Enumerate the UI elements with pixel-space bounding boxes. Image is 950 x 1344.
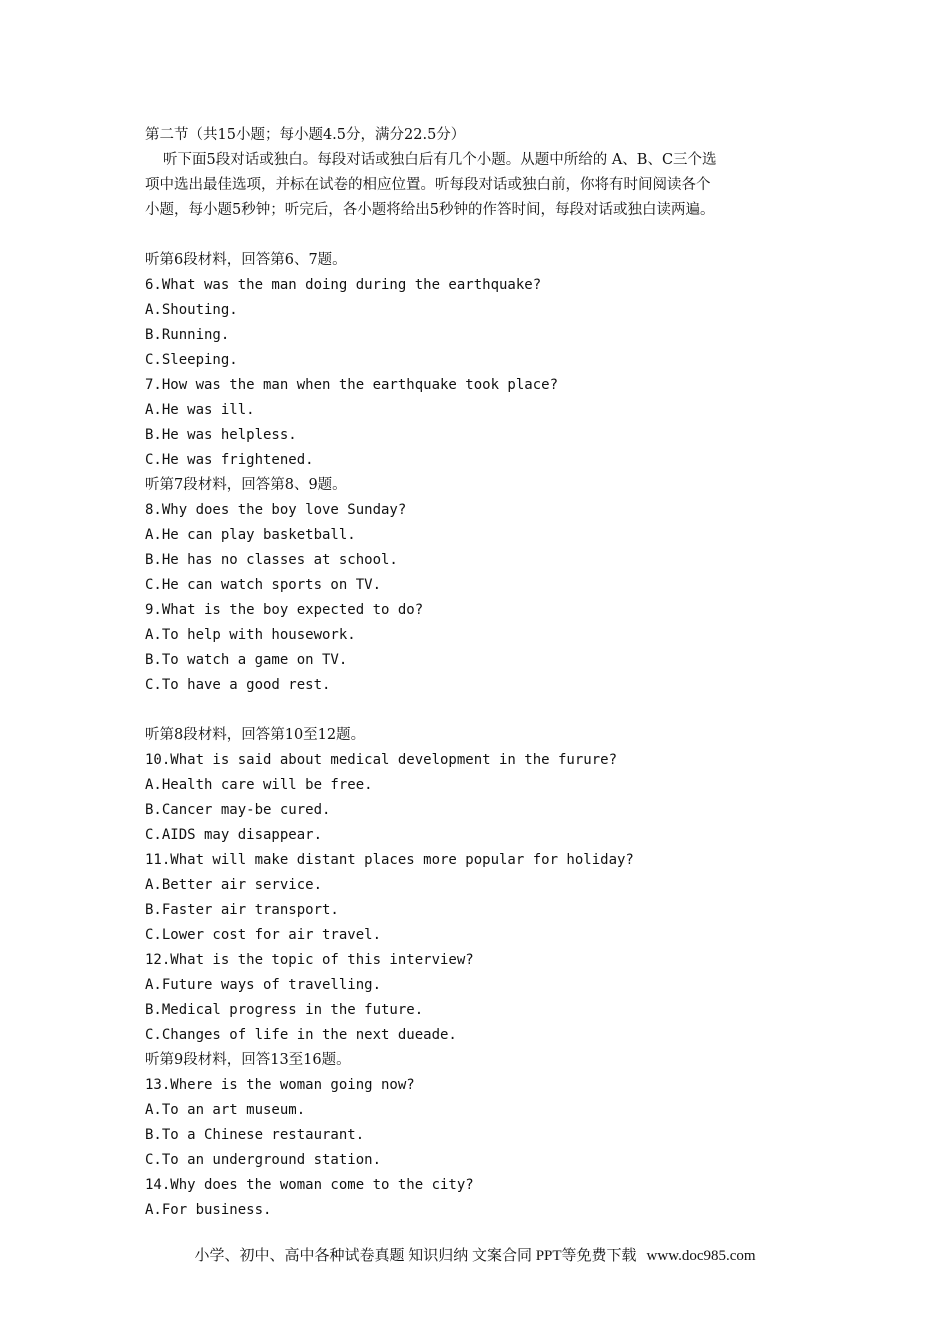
answer-option: C.Sleeping.: [145, 352, 238, 368]
question-text: 14.Why does the woman come to the city?: [145, 1177, 474, 1193]
answer-option: B.To watch a game on TV.: [145, 652, 348, 668]
question-text: 7.How was the man when the earthquake took place?: [145, 377, 559, 393]
answer-option: A.To an art museum.: [145, 1102, 306, 1118]
group-heading: 听第7段材料，回答第8、9题。: [145, 477, 347, 493]
page-footer: [0, 1244, 950, 1265]
answer-option: A.Health care will be free.: [145, 777, 373, 793]
instruction-line: 小题，每小题5秒钟；听完后，各小题将给出5秒钟的作答时间，每段对话或独白读两遍。: [145, 202, 715, 218]
answer-option: B.To a Chinese restaurant.: [145, 1127, 365, 1143]
answer-option: C.Changes of life in the next dueade.: [145, 1027, 457, 1043]
answer-option: A.Shouting.: [145, 302, 238, 318]
answer-option: C.He can watch sports on TV.: [145, 577, 382, 593]
spacer: [145, 223, 815, 248]
instruction-line: 项中选出最佳选项，并标在试卷的相应位置。听每段对话或独白前，你将有时间阅读各个: [145, 177, 711, 193]
answer-option: C.To an underground station.: [145, 1152, 382, 1168]
group-heading: 听第8段材料，回答第10至12题。: [145, 727, 366, 743]
answer-option: B.He was helpless.: [145, 427, 297, 443]
footer-text: 小学、初中、高中各种试卷真题 知识归纳 文案合同 PPT等免费下载: [194, 1248, 637, 1264]
group-heading: 听第6段材料，回答第6、7题。: [145, 252, 347, 268]
answer-option: B.Faster air transport.: [145, 902, 339, 918]
answer-option: A.For business.: [145, 1202, 272, 1218]
spacer: [145, 698, 815, 723]
question-text: 13.Where is the woman going now?: [145, 1077, 415, 1093]
footer-url: www.doc985.com: [646, 1248, 756, 1264]
answer-option: A.Better air service.: [145, 877, 323, 893]
question-text: 10.What is said about medical development in the furure?: [145, 752, 618, 768]
question-text: 6.What was the man doing during the earthquake?: [145, 277, 542, 293]
question-text: 11.What will make distant places more popular for holiday?: [145, 852, 634, 868]
answer-option: B.He has no classes at school.: [145, 552, 398, 568]
answer-option: C.Lower cost for air travel.: [145, 927, 382, 943]
section-header: 第二节（共15小题；每小题4.5分，满分22.5分）: [145, 127, 466, 143]
group-heading: 听第9段材料，回答13至16题。: [145, 1052, 351, 1068]
exam-content: [145, 123, 815, 1223]
answer-option: B.Running.: [145, 327, 230, 343]
answer-option: A.Future ways of travelling.: [145, 977, 382, 993]
answer-option: A.To help with housework.: [145, 627, 356, 643]
answer-option: A.He was ill.: [145, 402, 255, 418]
instruction-line: 听下面5段对话或独白。每段对话或独白后有几个小题。从题中所给的 A、B、C三个选: [163, 152, 717, 168]
answer-option: C.AIDS may disappear.: [145, 827, 323, 843]
answer-option: A.He can play basketball.: [145, 527, 356, 543]
answer-option: B.Medical progress in the future.: [145, 1002, 424, 1018]
question-text: 8.Why does the boy love Sunday?: [145, 502, 407, 518]
question-text: 12.What is the topic of this interview?: [145, 952, 474, 968]
answer-option: C.He was frightened.: [145, 452, 314, 468]
question-text: 9.What is the boy expected to do?: [145, 602, 424, 618]
answer-option: C.To have a good rest.: [145, 677, 331, 693]
answer-option: B.Cancer may-be cured.: [145, 802, 331, 818]
